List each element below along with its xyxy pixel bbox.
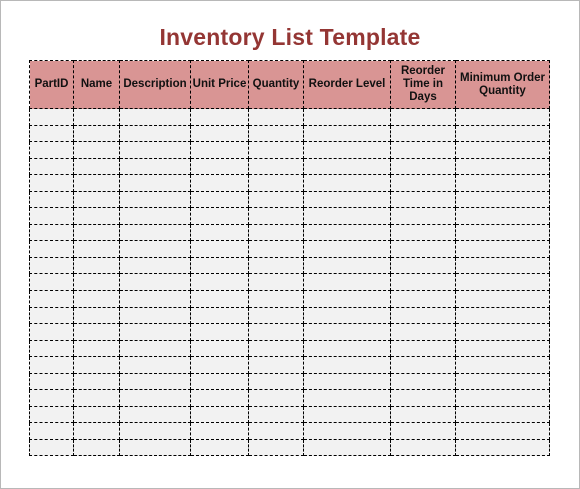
table-cell[interactable] [456, 109, 550, 126]
table-cell[interactable] [304, 224, 391, 241]
table-cell[interactable] [74, 158, 120, 175]
table-cell[interactable] [249, 158, 304, 175]
table-cell[interactable] [30, 142, 74, 159]
table-cell[interactable] [120, 340, 191, 357]
table-cell[interactable] [30, 224, 74, 241]
table-cell[interactable] [30, 158, 74, 175]
table-cell[interactable] [304, 439, 391, 456]
table-cell[interactable] [304, 390, 391, 407]
table-cell[interactable] [191, 241, 249, 258]
table-cell[interactable] [391, 175, 456, 192]
table-cell[interactable] [391, 109, 456, 126]
table-cell[interactable] [191, 357, 249, 374]
table-cell[interactable] [456, 191, 550, 208]
table-cell[interactable] [304, 307, 391, 324]
table-cell[interactable] [249, 125, 304, 142]
table-cell[interactable] [304, 340, 391, 357]
table-cell[interactable] [74, 208, 120, 225]
header-row [30, 61, 550, 109]
table-cell[interactable] [249, 291, 304, 308]
table-cell[interactable] [304, 257, 391, 274]
table-cell[interactable] [391, 208, 456, 225]
table-cell[interactable] [120, 109, 191, 126]
table-cell[interactable] [191, 274, 249, 291]
table-cell[interactable] [456, 125, 550, 142]
table-cell[interactable] [456, 274, 550, 291]
table-cell[interactable] [304, 373, 391, 390]
table-cell[interactable] [456, 291, 550, 308]
table-cell[interactable] [249, 142, 304, 159]
column-header-description: Description [120, 61, 191, 109]
table-cell[interactable] [304, 241, 391, 258]
table-cell[interactable] [249, 274, 304, 291]
table-cell[interactable] [30, 357, 74, 374]
table-cell[interactable] [304, 357, 391, 374]
column-header-name: Name [74, 61, 120, 109]
table-cell[interactable] [191, 158, 249, 175]
table-cell[interactable] [304, 208, 391, 225]
table-cell[interactable] [30, 423, 74, 440]
table-cell[interactable] [30, 340, 74, 357]
table-cell[interactable] [191, 291, 249, 308]
table-cell[interactable] [120, 142, 191, 159]
table-cell[interactable] [391, 224, 456, 241]
table-cell[interactable] [391, 158, 456, 175]
table-cell[interactable] [120, 241, 191, 258]
table-cell[interactable] [391, 373, 456, 390]
table-cell[interactable] [391, 324, 456, 341]
table-row [30, 175, 550, 192]
table-row [30, 241, 550, 258]
table-cell[interactable] [74, 406, 120, 423]
table-cell[interactable] [249, 340, 304, 357]
table-cell[interactable] [120, 439, 191, 456]
table-cell[interactable] [74, 125, 120, 142]
table-cell[interactable] [191, 175, 249, 192]
table-cell[interactable] [30, 175, 74, 192]
table-row [30, 357, 550, 374]
table-cell[interactable] [30, 109, 74, 126]
table-cell[interactable] [456, 406, 550, 423]
column-header-minimum-order-quantity: Minimum Order Quantity [456, 61, 550, 109]
table-row [30, 142, 550, 159]
table-cell[interactable] [74, 224, 120, 241]
table-cell[interactable] [120, 257, 191, 274]
table-cell[interactable] [191, 423, 249, 440]
table-cell[interactable] [456, 324, 550, 341]
table-cell[interactable] [120, 390, 191, 407]
table-cell[interactable] [30, 373, 74, 390]
table-row [30, 324, 550, 341]
table-cell[interactable] [391, 340, 456, 357]
table-cell[interactable] [249, 307, 304, 324]
table-cell[interactable] [391, 274, 456, 291]
table-cell[interactable] [120, 324, 191, 341]
table-cell[interactable] [304, 191, 391, 208]
table-cell[interactable] [249, 357, 304, 374]
table-row [30, 340, 550, 357]
table-cell[interactable] [191, 406, 249, 423]
table-row [30, 307, 550, 324]
table-cell[interactable] [391, 439, 456, 456]
table-cell[interactable] [304, 158, 391, 175]
table-cell[interactable] [74, 175, 120, 192]
table-cell[interactable] [120, 423, 191, 440]
table-cell[interactable] [456, 423, 550, 440]
table-cell[interactable] [191, 208, 249, 225]
table-cell[interactable] [74, 423, 120, 440]
table-cell[interactable] [456, 357, 550, 374]
table-cell[interactable] [120, 125, 191, 142]
table-cell[interactable] [191, 340, 249, 357]
table-cell[interactable] [74, 307, 120, 324]
table-cell[interactable] [74, 324, 120, 341]
table-cell[interactable] [391, 291, 456, 308]
table-cell[interactable] [249, 175, 304, 192]
table-cell[interactable] [456, 142, 550, 159]
table-cell[interactable] [456, 175, 550, 192]
table-cell[interactable] [191, 324, 249, 341]
table-cell[interactable] [304, 274, 391, 291]
table-cell[interactable] [120, 158, 191, 175]
table-cell[interactable] [391, 406, 456, 423]
table-cell[interactable] [120, 406, 191, 423]
table-cell[interactable] [456, 307, 550, 324]
table-cell[interactable] [456, 439, 550, 456]
table-cell[interactable] [74, 390, 120, 407]
table-cell[interactable] [74, 373, 120, 390]
table-cell[interactable] [120, 373, 191, 390]
table-cell[interactable] [30, 125, 74, 142]
table-cell[interactable] [304, 125, 391, 142]
table-cell[interactable] [30, 307, 74, 324]
table-row [30, 109, 550, 126]
table-body [30, 109, 550, 456]
table-cell[interactable] [391, 191, 456, 208]
table-cell[interactable] [249, 208, 304, 225]
document-title: Inventory List Template [159, 24, 421, 50]
table-cell[interactable] [249, 423, 304, 440]
table-cell[interactable] [391, 257, 456, 274]
table-cell[interactable] [74, 241, 120, 258]
table-cell[interactable] [74, 274, 120, 291]
table-row [30, 191, 550, 208]
table-cell[interactable] [191, 142, 249, 159]
table-cell[interactable] [74, 142, 120, 159]
table-cell[interactable] [249, 224, 304, 241]
table-row [30, 208, 550, 225]
table-cell[interactable] [391, 390, 456, 407]
table-row [30, 390, 550, 407]
table-cell[interactable] [74, 191, 120, 208]
table-cell[interactable] [391, 357, 456, 374]
table-row [30, 224, 550, 241]
table-cell[interactable] [30, 390, 74, 407]
table-cell[interactable] [249, 241, 304, 258]
table-row [30, 158, 550, 175]
table-row [30, 423, 550, 440]
table-cell[interactable] [191, 390, 249, 407]
table-cell[interactable] [191, 439, 249, 456]
table-cell[interactable] [191, 257, 249, 274]
table-cell[interactable] [120, 274, 191, 291]
table-cell[interactable] [249, 191, 304, 208]
table-cell[interactable] [120, 307, 191, 324]
table-row [30, 257, 550, 274]
table-cell[interactable] [391, 125, 456, 142]
table-cell[interactable] [249, 373, 304, 390]
table-cell[interactable] [30, 257, 74, 274]
table-cell[interactable] [304, 142, 391, 159]
table-cell[interactable] [191, 373, 249, 390]
table-cell[interactable] [30, 241, 74, 258]
table-cell[interactable] [456, 390, 550, 407]
table-row [30, 373, 550, 390]
table-cell[interactable] [249, 439, 304, 456]
table-cell[interactable] [249, 257, 304, 274]
table-row [30, 125, 550, 142]
table-cell[interactable] [304, 324, 391, 341]
table-cell[interactable] [30, 274, 74, 291]
table-cell[interactable] [391, 423, 456, 440]
table-cell[interactable] [120, 357, 191, 374]
table-cell[interactable] [249, 390, 304, 407]
column-header-quantity: Quantity [249, 61, 304, 109]
table-cell[interactable] [456, 241, 550, 258]
table-cell[interactable] [30, 439, 74, 456]
table-cell[interactable] [74, 291, 120, 308]
table-cell[interactable] [120, 191, 191, 208]
table-cell[interactable] [191, 191, 249, 208]
table-cell[interactable] [391, 142, 456, 159]
table-cell[interactable] [191, 109, 249, 126]
table-row [30, 439, 550, 456]
table-cell[interactable] [191, 224, 249, 241]
table-cell[interactable] [456, 373, 550, 390]
table-cell[interactable] [456, 257, 550, 274]
table-cell[interactable] [304, 109, 391, 126]
table-row [30, 274, 550, 291]
table-cell[interactable] [30, 324, 74, 341]
table-cell[interactable] [30, 191, 74, 208]
table-cell[interactable] [391, 241, 456, 258]
table-cell[interactable] [120, 291, 191, 308]
table-cell[interactable] [30, 291, 74, 308]
table-cell[interactable] [120, 175, 191, 192]
table-cell[interactable] [304, 175, 391, 192]
table-cell[interactable] [391, 307, 456, 324]
inventory-table [29, 60, 550, 456]
table-row [30, 406, 550, 423]
table-cell[interactable] [191, 307, 249, 324]
table-cell[interactable] [456, 158, 550, 175]
table-row [30, 291, 550, 308]
table-cell[interactable] [249, 324, 304, 341]
table-cell[interactable] [74, 439, 120, 456]
table-cell[interactable] [74, 357, 120, 374]
table-cell[interactable] [249, 109, 304, 126]
column-header-reorder-time: Reorder Time in Days [391, 61, 456, 109]
table-cell[interactable] [74, 257, 120, 274]
table-cell[interactable] [30, 406, 74, 423]
table-cell[interactable] [249, 406, 304, 423]
table-cell[interactable] [191, 125, 249, 142]
table-cell[interactable] [456, 224, 550, 241]
table-cell[interactable] [304, 291, 391, 308]
table-cell[interactable] [456, 208, 550, 225]
table-cell[interactable] [120, 224, 191, 241]
table-cell[interactable] [74, 109, 120, 126]
column-header-partid: PartID [30, 61, 74, 109]
table-cell[interactable] [74, 340, 120, 357]
column-header-unit-price: Unit Price [191, 61, 249, 109]
table-cell[interactable] [304, 423, 391, 440]
table-cell[interactable] [304, 406, 391, 423]
table-cell[interactable] [30, 208, 74, 225]
table-cell[interactable] [120, 208, 191, 225]
table-cell[interactable] [456, 340, 550, 357]
column-header-reorder-level: Reorder Level [304, 61, 391, 109]
